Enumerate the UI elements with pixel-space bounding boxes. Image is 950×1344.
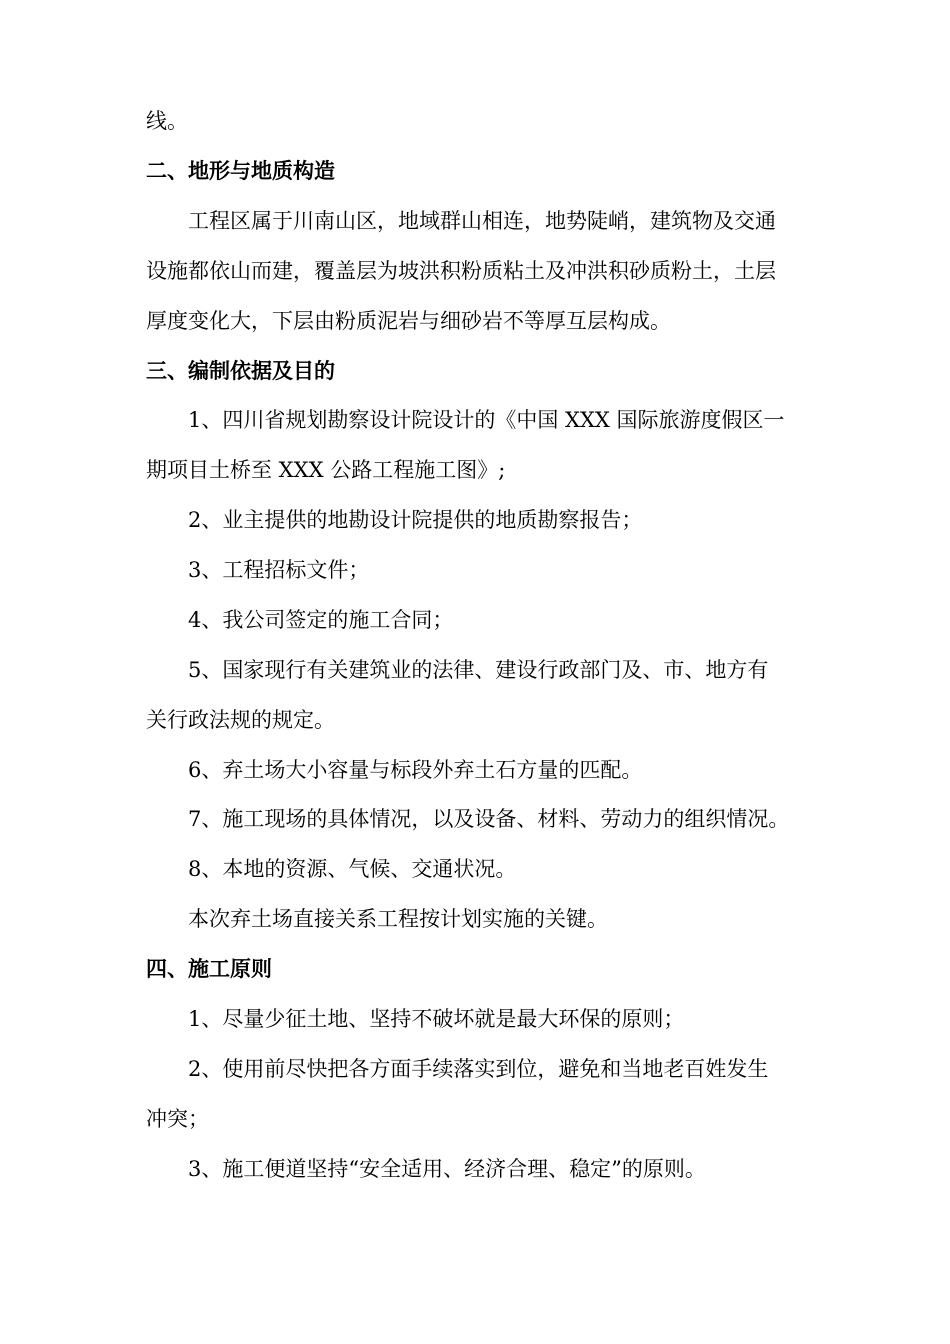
section-3-item-6: 6、弃土场大小容量与标段外弃土石方量的匹配。 [188,758,643,782]
section-2-heading: 二、地形与地质构造 [146,158,335,183]
section-3-item-3: 3、工程招标文件； [188,558,370,582]
section-3-heading: 三、编制依据及目的 [146,358,335,383]
section-3-item-4: 4、我公司签定的施工合同； [188,608,454,632]
section-4-item-2-line-2: 冲突； [146,1107,209,1131]
section-4-heading: 四、施工原则 [146,956,272,981]
section-3-item-5-line-1: 5、国家现行有关建筑业的法律、建设行政部门及、市、地方有 [188,658,769,682]
section-2-para-line-1: 工程区属于川南山区，地域群山相连，地势陡峭，建筑物及交通 [188,209,776,233]
intro-tail-text: 线。 [146,109,188,133]
section-3-item-1-line-1: 1、四川省规划勘察设计院设计的《中国 XXX 国际旅游度假区一 [188,408,785,432]
section-3-summary: 本次弃土场直接关系工程按计划实施的关键。 [188,907,608,931]
section-3-item-2: 2、业主提供的地勘设计院提供的地质勘察报告； [188,508,643,532]
section-4-item-2-line-1: 2、使用前尽快把各方面手续落实到位，避免和当地老百姓发生 [188,1057,769,1081]
section-3-item-8: 8、本地的资源、气候、交通状况。 [188,857,517,881]
section-3-item-5-line-2: 关行政法规的规定。 [146,708,335,732]
section-3-item-7: 7、施工现场的具体情况，以及设备、材料、劳动力的组织情况。 [188,807,790,831]
section-2-para-line-2: 设施都依山而建，覆盖层为坡洪积粉质粘土及冲洪积砂质粉土，土层 [146,259,776,283]
section-4-item-3: 3、施工便道坚持“安全适用、经济合理、稳定”的原则。 [188,1157,706,1181]
section-2-para-line-3: 厚度变化大，下层由粉质泥岩与细砂岩不等厚互层构成。 [146,309,671,333]
section-3-item-1-line-2: 期项目土桥至 XXX 公路工程施工图》; [146,458,506,482]
section-4-item-1: 1、尽量少征土地、坚持不破坏就是最大环保的原则； [188,1007,685,1031]
